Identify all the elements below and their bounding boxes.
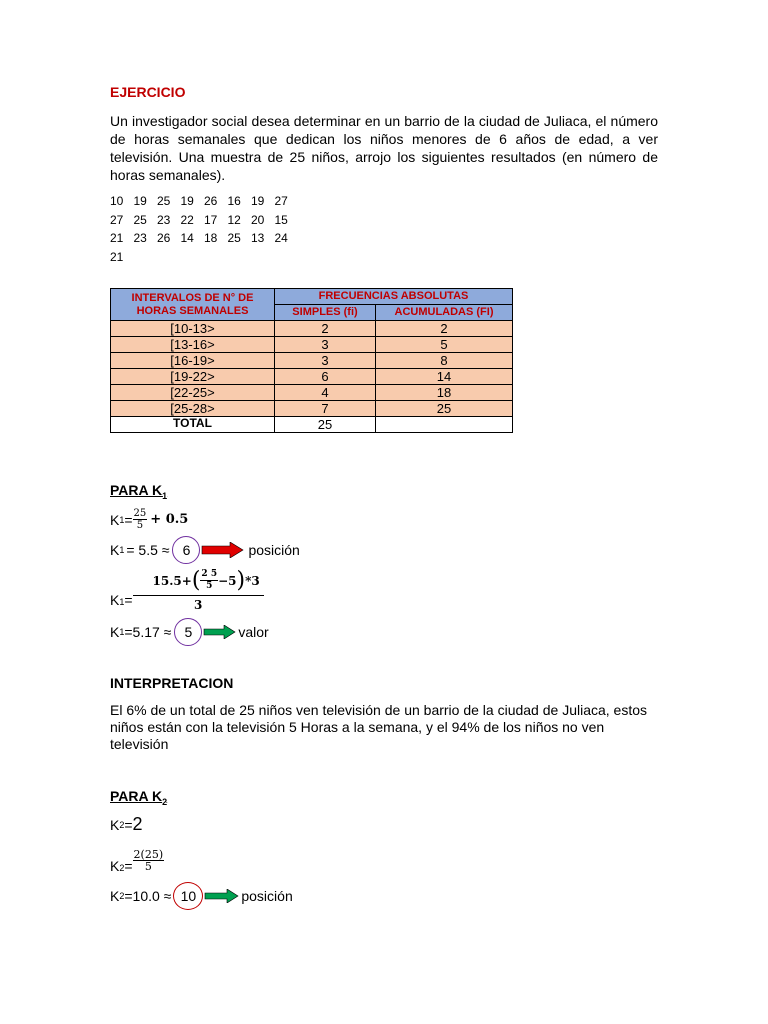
fi-cell: 4 — [275, 385, 376, 401]
k1-addend: + 0.5 — [150, 512, 189, 527]
k2-symbol-sub: 2 — [119, 863, 125, 873]
numerator-part-a: 15.5+ — [152, 573, 192, 588]
exercise-heading: EJERCICIO — [110, 84, 186, 100]
fi-cell: 7 — [275, 401, 376, 417]
Fi-cell: 25 — [376, 401, 513, 417]
k1-value-text: =5.17 ≈ — [124, 624, 172, 640]
interval-cell: [25-28> — [111, 401, 275, 417]
fraction-numerator: 25 — [133, 508, 147, 519]
inner-denominator: 5 — [206, 581, 213, 591]
total-value: 25 — [275, 417, 376, 433]
k2-position-circle: 10 — [173, 882, 203, 910]
data-value: 13 — [251, 231, 265, 245]
interval-cell: [13-16> — [111, 337, 275, 353]
Fi-cell: 2 — [376, 321, 513, 337]
k2-approx-text: =10.0 ≈ — [124, 888, 172, 904]
Fi-cell: 5 — [376, 337, 513, 353]
k1-approx-text: = 5.5 ≈ — [126, 542, 170, 558]
fraction-denominator: 5 — [144, 859, 152, 873]
k2-position-word: posición — [241, 888, 293, 904]
data-row-2 — [110, 211, 298, 230]
data-value: 26 — [157, 231, 171, 245]
fi-cell: 3 — [275, 337, 376, 353]
k1-title-text: PARA K — [110, 482, 163, 498]
data-value: 25 — [227, 231, 241, 245]
data-value: 10 — [110, 194, 124, 208]
k2-symbol-sub: 2 — [119, 819, 125, 830]
k1-equation-4 — [110, 618, 269, 646]
table-row — [111, 321, 513, 337]
inner-fraction — [200, 569, 218, 592]
fraction-numerator: 2(25) — [133, 847, 164, 861]
data-value: 21 — [110, 231, 124, 245]
k1-title-sub: 1 — [162, 490, 168, 501]
data-value: 22 — [180, 212, 194, 227]
interval-cell: [22-25> — [111, 385, 275, 401]
data-value: 15 — [274, 212, 288, 227]
table-row — [111, 401, 513, 417]
inner-numerator: 2 5 — [201, 569, 218, 579]
k1-big-fraction — [133, 568, 264, 612]
data-value: 14 — [180, 231, 194, 245]
k1-equation-1: K 1 = $\frac{25}{5}$ + 0.5 — [110, 508, 189, 531]
data-value: 17 — [204, 212, 218, 227]
k1-symbol-sub: 1 — [119, 627, 125, 637]
k2-section-title — [110, 788, 167, 807]
problem-paragraph: Un investigador social desea determinar en un barrio de la ciudad de Juliaca, el número de horas semanales que dedican los niños menores de 6 años de edad, a ver televisión. Una muestra de 25 niños, arrojo los siguientes resultados (en número de horas semanales). — [110, 113, 658, 183]
data-value: 23 — [157, 212, 171, 227]
green-arrow-icon — [202, 625, 236, 639]
fi-cell: 2 — [275, 321, 376, 337]
interval-cell: [16-19> — [111, 353, 275, 369]
table-row — [111, 385, 513, 401]
data-value: 25 — [157, 194, 171, 208]
green-arrow-icon — [203, 889, 239, 903]
k1-value-circle: 5 — [174, 618, 202, 646]
data-value: 19 — [180, 194, 194, 208]
interval-cell: [10-13> — [111, 321, 275, 337]
k2-title-sub: 2 — [162, 796, 168, 807]
interpretation-title: INTERPRETACION — [110, 675, 234, 691]
Fi-cell: 8 — [376, 353, 513, 369]
k2-value: 2 — [132, 814, 143, 834]
data-value: 21 — [110, 249, 124, 264]
total-label: TOTAL — [111, 417, 275, 433]
big-fraction-numerator: 15.5+ ( $\frac{2 5}{5}$ −5 ) *3 — [133, 568, 264, 596]
k2-title-text: PARA K — [110, 788, 163, 804]
data-row-3 — [110, 229, 298, 248]
interval-cell: [19-22> — [111, 369, 275, 385]
data-value: 26 — [204, 194, 218, 208]
data-value: 25 — [133, 212, 147, 227]
k1-position-circle: 6 — [172, 536, 200, 564]
fraction-denominator: 5 — [136, 520, 144, 531]
data-value: 27 — [110, 212, 124, 227]
data-value: 20 — [251, 212, 265, 227]
table-row — [111, 353, 513, 369]
frequency-table — [110, 288, 513, 433]
k1-equation-2 — [110, 536, 300, 564]
data-value: 16 — [227, 194, 241, 208]
header-accumulated: ACUMULADAS (FI) — [376, 305, 513, 321]
header-frequencies: FRECUENCIAS ABSOLUTAS — [275, 289, 513, 305]
k2-equation-1: K 2 = 2 — [110, 814, 143, 834]
k1-value-word: valor — [238, 624, 269, 640]
data-value: 18 — [204, 231, 218, 245]
header-intervals: INTERVALOS DE N° DE HORAS SEMANALES — [111, 289, 275, 321]
k2-symbol-sub: 2 — [119, 891, 125, 901]
numerator-part-b: *3 — [245, 573, 260, 588]
k1-fraction — [133, 508, 148, 531]
big-fraction-denominator: 3 — [193, 598, 203, 612]
k1-symbol: K — [110, 511, 120, 528]
k1-position-word: posición — [248, 542, 300, 558]
data-row-4 — [110, 248, 298, 267]
interpretation-text: El 6% de un total de 25 niños ven televisión de un barrio de la ciudad de Juliaca, estos niños están con la televisión 5 Horas a la semana, y el 94% de los niños no ven televisión — [110, 702, 648, 752]
red-arrow-icon — [200, 542, 244, 558]
k1-symbol-sub: 1 — [119, 514, 125, 525]
table-row — [111, 337, 513, 353]
data-row-1 — [110, 192, 298, 211]
fi-cell: 3 — [275, 353, 376, 369]
data-value: 12 — [227, 212, 241, 227]
Fi-cell: 18 — [376, 385, 513, 401]
data-value: 19 — [251, 194, 265, 208]
k1-symbol: K — [110, 542, 120, 558]
k2-equation-3: K 2 =10.0 ≈ 10 posición — [110, 882, 293, 910]
total-row — [111, 417, 513, 433]
table-row — [111, 369, 513, 385]
data-value: 27 — [274, 194, 288, 208]
empty-cell — [376, 417, 513, 433]
k1-symbol: K — [110, 592, 120, 608]
data-value: 19 — [133, 194, 147, 208]
k1-equation-3: K 1 = 15.5+ ( $\frac{2 5}{5}$ −5 ) *3 3 — [110, 568, 264, 612]
fi-cell: 6 — [275, 369, 376, 385]
header-simple: SIMPLES (fi) — [275, 305, 376, 321]
k1-symbol-sub: 1 — [119, 597, 125, 607]
k2-fraction — [133, 849, 165, 872]
data-value: 24 — [274, 231, 288, 245]
Fi-cell: 14 — [376, 369, 513, 385]
k1-symbol: K — [110, 624, 120, 640]
k1-section-title — [110, 482, 167, 501]
inner-rest: −5 — [218, 573, 237, 588]
data-value: 23 — [133, 231, 147, 245]
data-values — [110, 192, 298, 266]
k2-equation-2: K 2 = $\frac{2(25)}{5}$ — [110, 847, 164, 874]
k1-symbol-sub: 1 — [119, 545, 125, 555]
